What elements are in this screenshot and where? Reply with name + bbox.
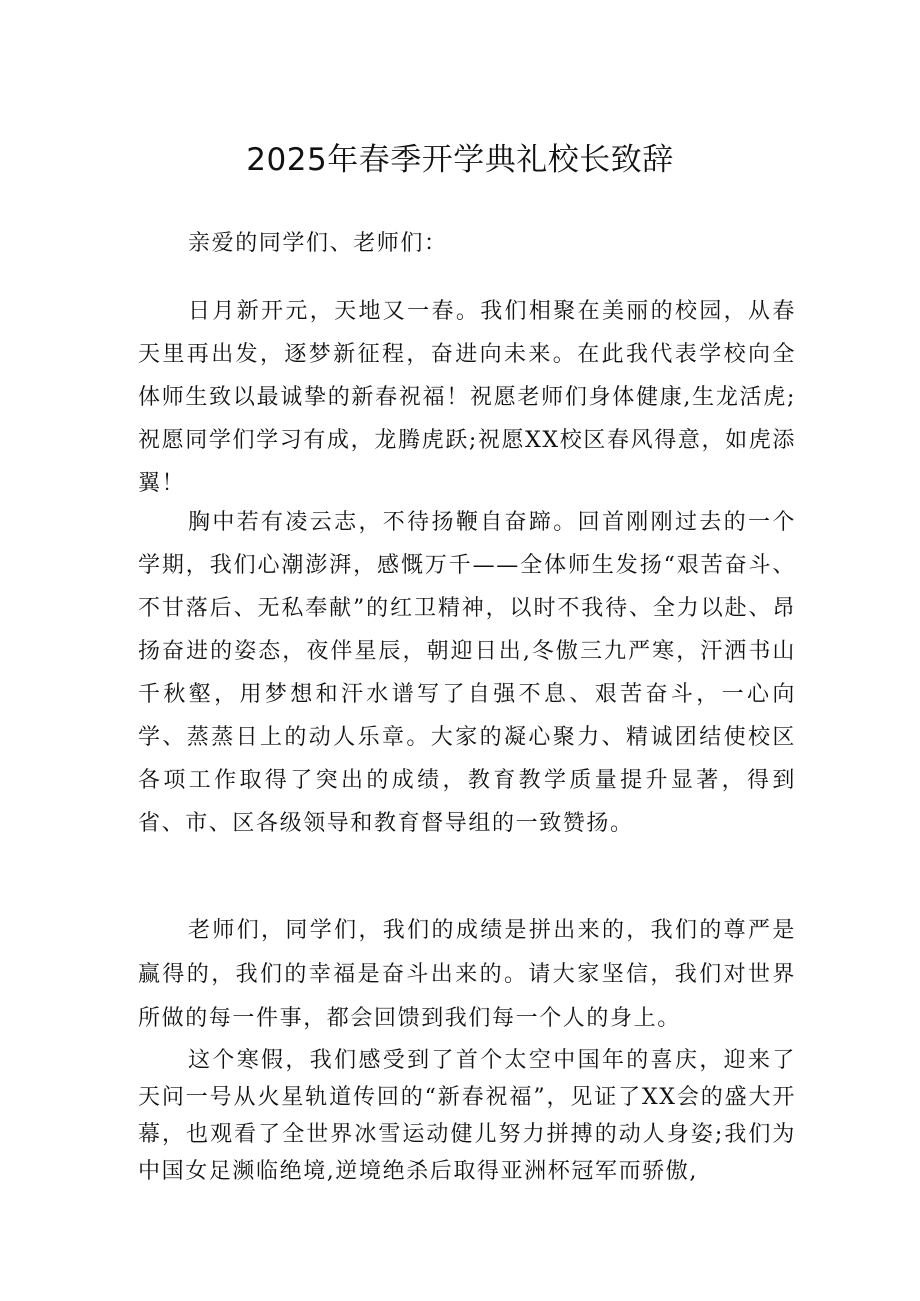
greeting-line: 亲爱的同学们、老师们： [188, 231, 448, 256]
paragraph-2: 胸中若有凌云志，不待扬鞭自奋蹄。回首刚刚过去的一个学期，我们心潮澎湃，感慨万千——全体师生发扬“艰苦奋斗、不甘落后、无私奉献”的红卫精神，以时不我待、全力以赴、昂扬奋进的姿态，夜伴星辰，朝迎日出,冬傲三九严寒，汗洒书山千秋壑，用梦想和汗水谱写了自强不息、艰苦奋斗，一心向学、蒸蒸日上的动人乐章。大家的凝心聚力、精诚团结使校区各项工作取得了突出的成绩，教育教学质量提升显著，得到省、市、区各级领导和教育督导组的一致赞扬。 [138, 510, 796, 836]
paragraph-1: 日月新开元，天地又一春。我们相聚在美丽的校园，从春天里再出发，逐梦新征程，奋进向未来。在此我代表学校向全体师生致以最诚挚的新春祝福！祝愿老师们身体健康,生龙活虎;祝愿同学们学习有成，龙腾虎跃;祝愿XX校区春风得意，如虎添翼！ [138, 299, 796, 496]
paragraph-4: 这个寒假，我们感受到了首个太空中国年的喜庆，迎来了天问一号从火星轨道传回的“新春祝福”，见证了XX会的盛大开幕，也观看了全世界冰雪运动健儿努力拼搏的动人身姿;我们为中国女足濒临绝境,逆境绝杀后取得亚洲杯冠军而骄傲, [138, 1048, 796, 1184]
paragraph-3: 老师们，同学们，我们的成绩是拼出来的，我们的尊严是赢得的，我们的幸福是奋斗出来的。请大家坚信，我们对世界所做的每一件事，都会回馈到我们每一个人的身上。 [138, 918, 796, 1031]
document-title: 2025年春季开学典礼校长致辞 [246, 142, 674, 178]
